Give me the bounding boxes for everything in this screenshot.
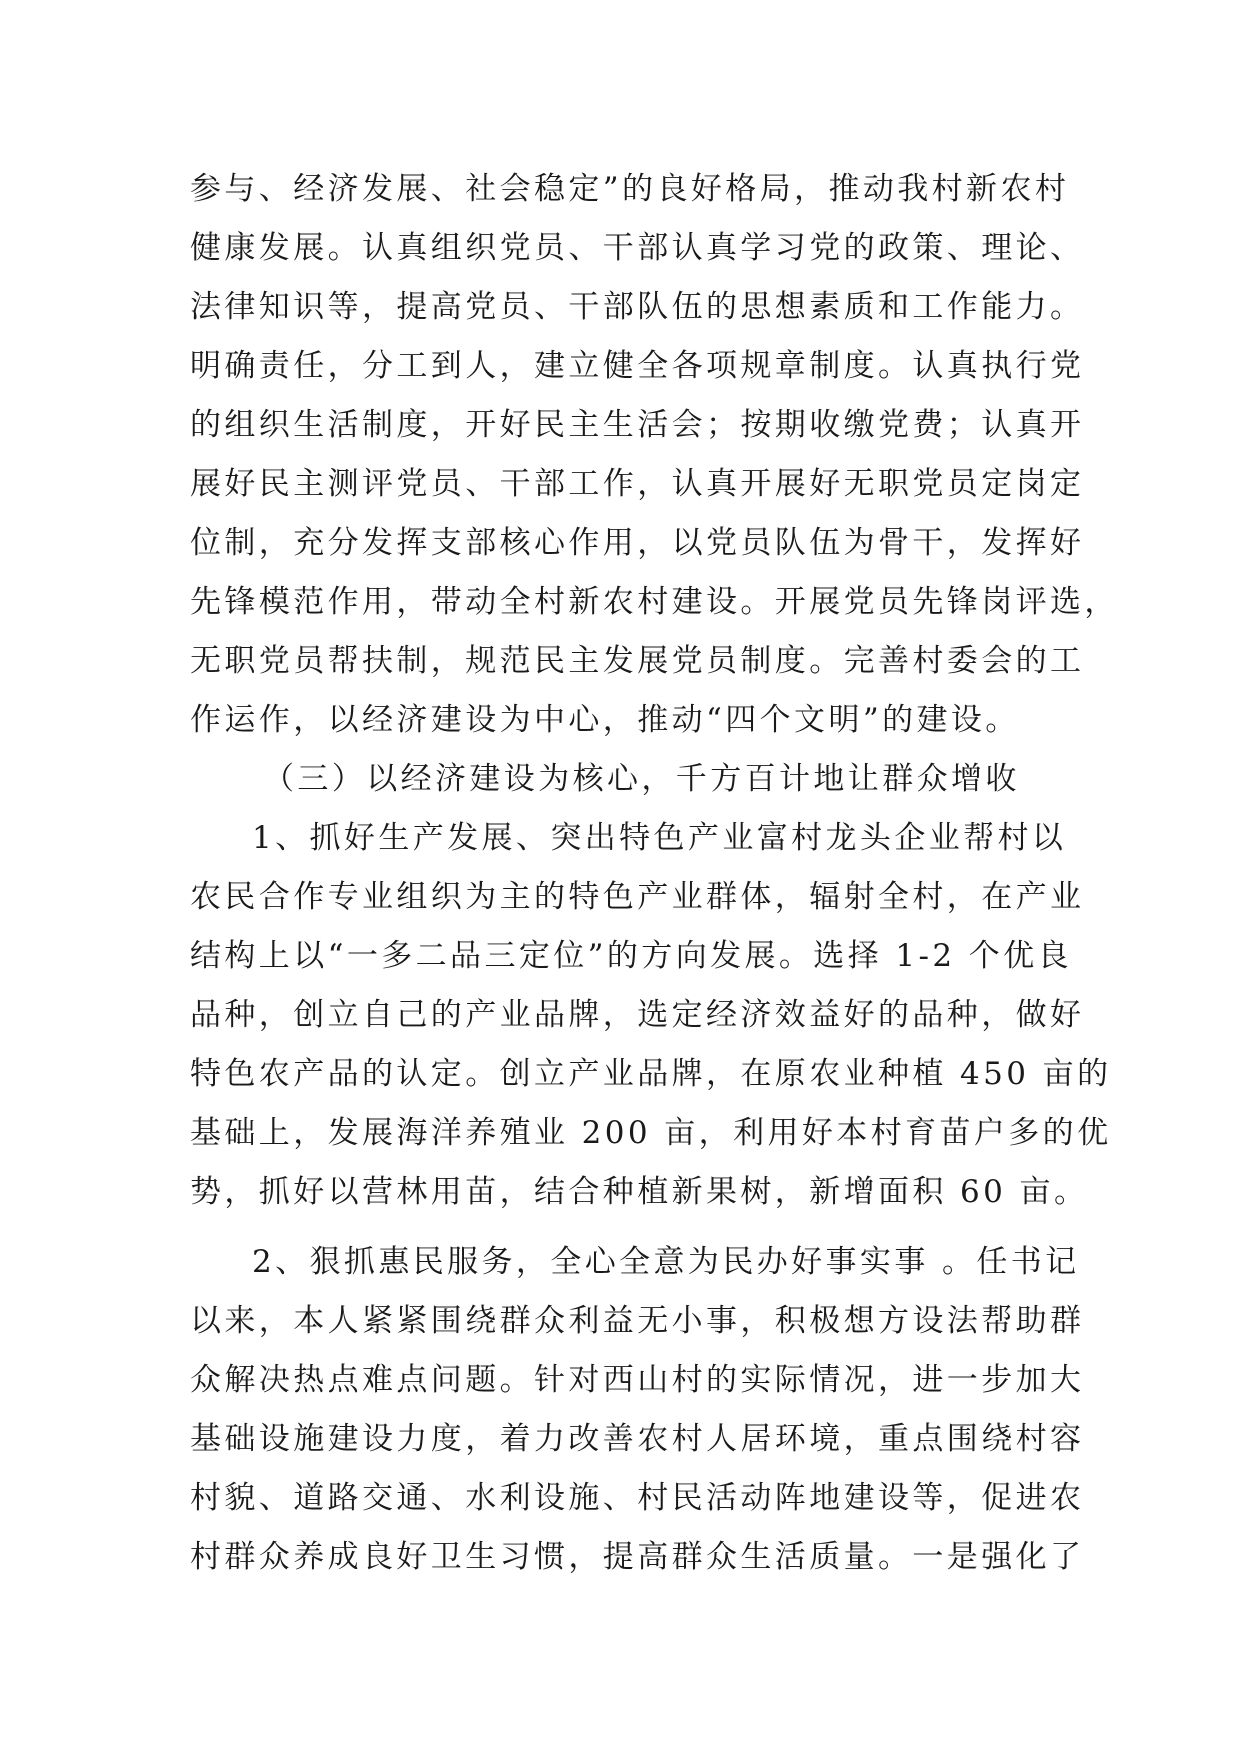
text-line: 的组织生活制度，开好民主生活会；按期收缴党费；认真开 <box>190 407 1085 443</box>
text-line: 展好民主测评党员、干部工作，认真开展好无职党员定岗定 <box>190 466 1085 502</box>
text-line: 村群众养成良好卫生习惯，提高群众生活质量。一是强化了 <box>190 1539 1085 1575</box>
text-line: 先锋模范作用，带动全村新农村建设。开展党员先锋岗评选， <box>190 584 1119 620</box>
text-line: 农民合作专业组织为主的特色产业群体，辐射全村，在产业 <box>190 879 1085 915</box>
text-line: 位制，充分发挥支部核心作用，以党员队伍为骨干，发挥好 <box>190 525 1085 561</box>
paragraph-industry-development <box>190 809 1112 1222</box>
text-line: 众解决热点难点问题。针对西山村的实际情况，进一步加大 <box>190 1362 1085 1398</box>
text-line: 以来，本人紧紧围绕群众利益无小事，积极想方设法帮助群 <box>190 1303 1085 1339</box>
text-line: 作运作，以经济建设为中心，推动“四个文明”的建设。 <box>190 702 1020 738</box>
text-line: 品种，创立自己的产业品牌，选定经济效益好的品种，做好 <box>190 997 1085 1033</box>
text-line: 特色农产品的认定。创立产业品牌，在原农业种植 450 亩的 <box>190 1056 1112 1092</box>
text-line: 1、抓好生产发展、突出特色产业富村龙头企业帮村以 <box>252 820 1067 856</box>
paragraph-public-service <box>190 1233 1085 1587</box>
text-line: 势，抓好以营林用苗，结合种植新果树，新增面积 60 亩。 <box>190 1174 1089 1210</box>
text-line: 参与、经济发展、社会稳定”的良好格局，推动我村新农村 <box>190 171 1070 207</box>
text-line: 村貌、道路交通、水利设施、村民活动阵地建设等，促进农 <box>190 1480 1085 1516</box>
paragraph-party-building <box>190 160 1119 750</box>
text-line: 无职党员帮扶制，规范民主发展党员制度。完善村委会的工 <box>190 643 1085 679</box>
text-line: 结构上以“一多二品三定位”的方向发展。选择 1-2 个优良 <box>190 938 1072 974</box>
text-line: 基础设施建设力度，着力改善农村人居环境，重点围绕村容 <box>190 1421 1085 1457</box>
text-line: 健康发展。认真组织党员、干部认真学习党的政策、理论、 <box>190 230 1085 266</box>
section-heading: （三）以经济建设为核心，千方百计地让群众增收 <box>263 761 1020 797</box>
text-line: 明确责任，分工到人，建立健全各项规章制度。认真执行党 <box>190 348 1085 384</box>
paragraph-spacing <box>190 1222 1070 1233</box>
text-line: 2、狠抓惠民服务，全心全意为民办好事实事 。任书记 <box>252 1244 1080 1280</box>
document-body <box>190 160 1119 1587</box>
text-line: 法律知识等，提高党员、干部队伍的思想素质和工作能力。 <box>190 289 1085 325</box>
text-line: 基础上，发展海洋养殖业 200 亩，利用好本村育苗户多的优 <box>190 1115 1112 1151</box>
